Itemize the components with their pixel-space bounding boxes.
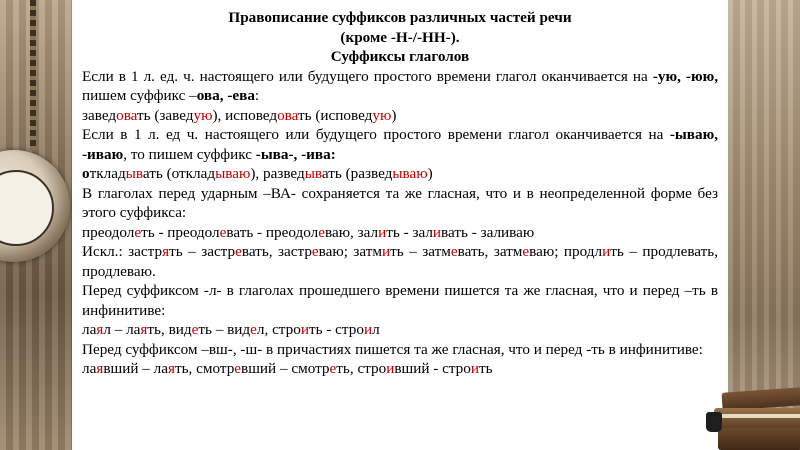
left-decoration — [0, 0, 72, 450]
book-icon — [714, 408, 800, 428]
rule-1: Если в 1 л. ед. ч. настоящего или будущего простого времени глагол оканчивается на -ую, -юю, пишем суффикс –ова, -ева: — [82, 67, 718, 104]
rule-5: Перед суффиксом –вш-, -ш- в причастиях пишется та же гласная, что и перед -ть в инфинитиве: — [82, 340, 703, 358]
example-1: заведовать (заведую), исповедовать (исповедую) — [82, 106, 397, 124]
example-4: лаял – лаять, видеть – видел, строить - строил — [82, 321, 380, 338]
slide-content — [82, 8, 718, 379]
exception-rule: Искл.: застрять – застревать, застреваю; затмить – затмевать, затмеваю; продлить – продлевать, продлеваю. — [82, 243, 718, 280]
example-3: преодолеть - преодолевать - преодолеваю, залить - заливать - заливаю — [82, 223, 535, 241]
inkwell-icon — [706, 412, 722, 432]
books-inkwell-icon — [708, 372, 800, 450]
rule-4: Перед суффиксом -л- в глаголах прошедшего времени пишется та же гласная, что и перед –ть в инфинитиве: — [82, 282, 718, 319]
slide-card — [72, 0, 728, 450]
book-pages — [716, 414, 800, 418]
watch-chain-icon — [30, 0, 36, 150]
pocket-watch-icon — [0, 150, 70, 262]
book-icon — [718, 428, 800, 450]
slide-title: Правописание суффиксов различных частей речи (кроме -Н-/-НН-). Суффиксы глаголов — [228, 9, 572, 65]
example-2: откладывать (откладываю), разведывать (разведываю) — [82, 165, 433, 182]
example-5: лаявший – лаять, смотревший – смотреть, строивший - строить — [82, 360, 493, 377]
rule-2: Если в 1 л. ед ч. настоящего или будущего простого времени глагол оканчивается на -ываю, -иваю, то пишем суффикс -ыва-, -ива: — [82, 126, 718, 163]
rule-3: В глаголах перед ударным –ВА- сохраняется та же гласная, что и в неопределенной форме без этого суффикса: — [82, 184, 718, 221]
